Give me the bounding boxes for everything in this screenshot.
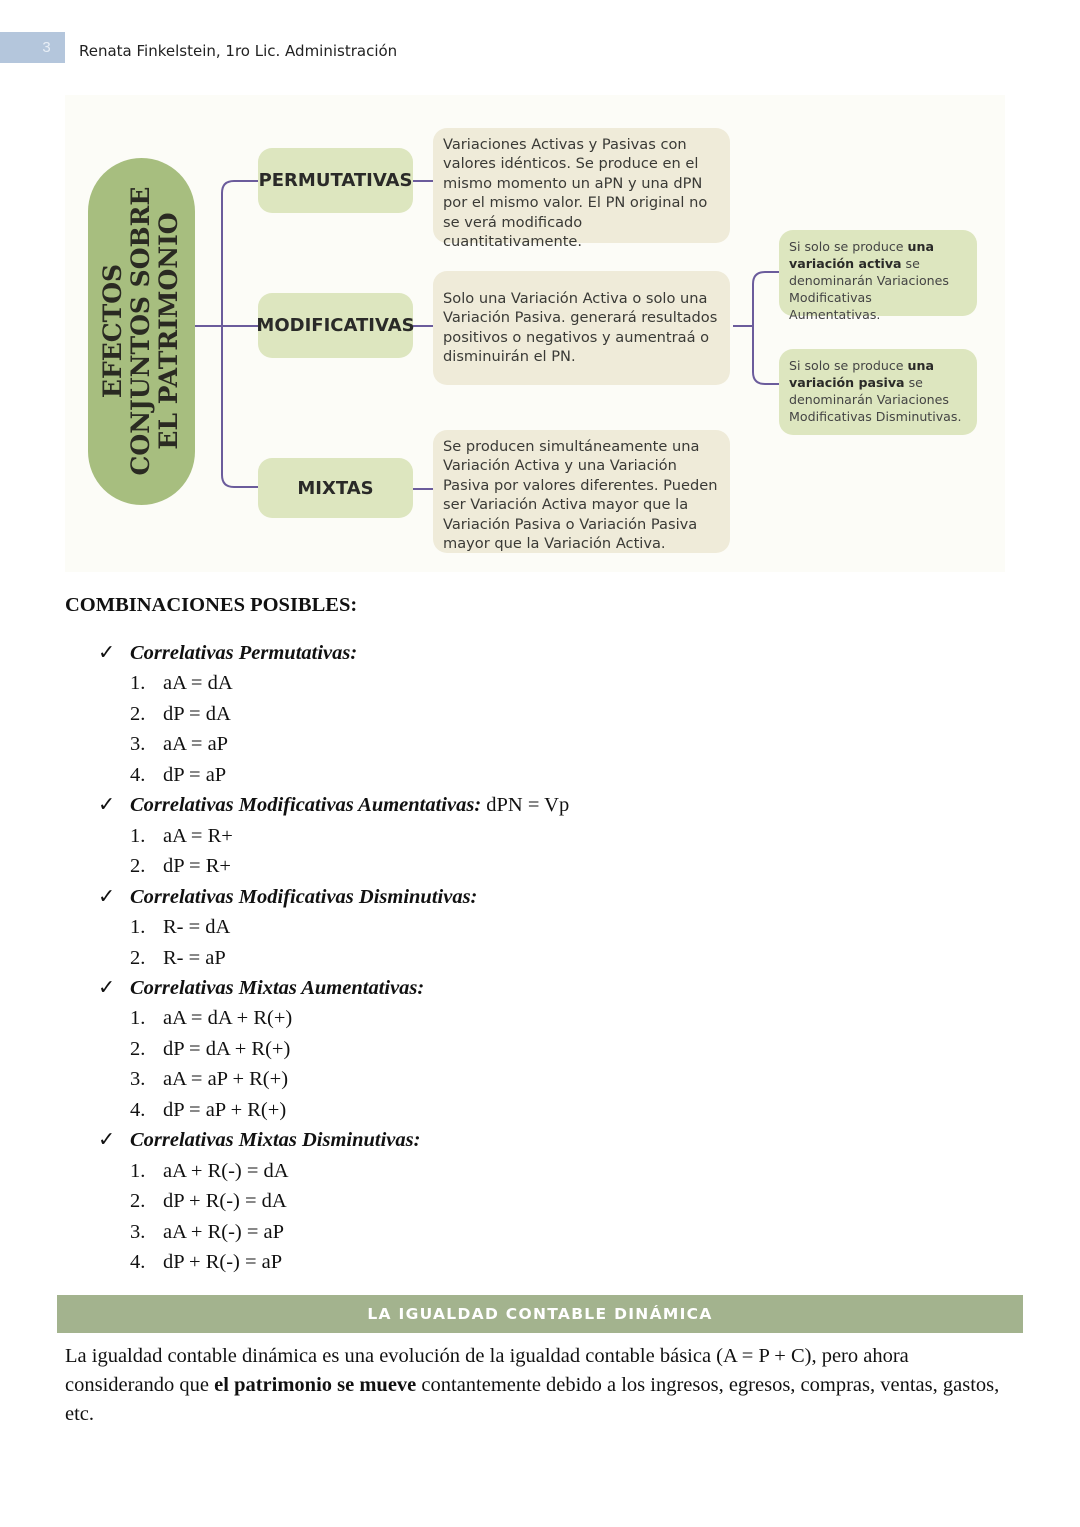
list-item-text: dP = R+ [163,855,231,878]
list-item-text: R- = aP [163,946,226,969]
group-title [0,790,1080,820]
list-item-number: 2. [130,1190,146,1213]
group-title [0,638,1080,668]
list-item [0,851,1080,881]
description-mixtas: Se producen simultáneamente una Variación Activa y una Variación Pasiva por valores diferentes. Pueden ser Variación Activa mayor que la Variación Pasiva o Variación Pasiva mayor que la Variación Activa. [433,430,730,553]
description-permutativas: Variaciones Activas y Pasivas con valores idénticos. Se produce en el mismo momento un aPN y una dPN por el mismo valor. El PN original no se verá modificado cuantitativamente. [433,128,730,243]
checkmark-icon: ✓ [98,885,116,908]
para-text: contantemente debido a los ingresos, egresos, compras, ventas, gastos, etc. [65,1374,1000,1425]
list-item [0,729,1080,759]
section-banner: LA IGUALDAD CONTABLE DINÁMICA [57,1295,1023,1333]
list-item-text: dP = dA + R(+) [163,1037,291,1060]
connector-sub-branch [753,272,779,384]
group-title-text: Correlativas Mixtas Disminutivas: [130,1129,421,1152]
list-item-text: R- = dA [163,916,231,939]
sub-box-aumentativas [779,230,977,322]
list-item-number: 2. [130,1037,146,1060]
group-title-text: Correlativas Modificativas Aumentativas: [130,794,482,817]
list-item-text: aA + R(-) = aP [163,1220,285,1243]
list-item [0,1064,1080,1094]
page-number-text: 3 [42,39,51,56]
list-item [0,821,1080,851]
list-item [0,1247,1080,1277]
list-item [0,1034,1080,1064]
para-bold: el patrimonio se mueve [214,1374,417,1396]
category-modificativas: MODIFICATIVAS [258,293,413,358]
list-item-text: aA = dA + R(+) [163,1007,293,1030]
category-mixtas: MIXTAS [258,458,413,518]
list-item-number: 2. [130,855,146,878]
sub-box-disminutivas [779,349,977,435]
list-item [0,1186,1080,1216]
checkmark-icon: ✓ [98,642,116,664]
group-title [0,882,1080,912]
group-title-text: Correlativas Mixtas Aumentativas: [130,976,425,999]
sub-text: se denominarán Variaciones Modificativas Disminutivas. [789,375,962,424]
list-item-text: aA = aP [163,733,229,756]
list-item-number: 4. [130,1251,146,1274]
connector-branch [222,181,258,487]
group-title-text: Correlativas Permutativas: [130,642,358,664]
list-item-text: aA + R(-) = dA [163,1159,289,1182]
combinations-list [0,638,1080,1278]
list-item-text: aA = aP + R(+) [163,1068,289,1091]
list-item [0,943,1080,973]
list-item-text: dP + R(-) = dA [163,1190,287,1213]
group-title-text: Correlativas Modificativas Disminutivas: [130,885,478,908]
list-item [0,699,1080,729]
list-item [0,668,1080,698]
list-item [0,1217,1080,1247]
header-author: Renata Finkelstein, 1ro Lic. Administración [79,42,398,60]
sub-text: se denominarán Variaciones Modificativas Aumentativas. [789,256,949,322]
sub-text: Si solo se produce [789,358,908,373]
sub-text-bold: una variación pasiva [789,358,934,390]
checkmark-icon: ✓ [98,1129,116,1152]
checkmark-icon: ✓ [98,976,116,999]
list-item [0,912,1080,942]
sub-text-bold: una variación activa [789,239,934,271]
sub-text: Si solo se produce [789,239,908,254]
group-title [0,973,1080,1003]
center-line: EFECTOS [98,263,127,399]
list-item-number: 4. [130,1098,146,1121]
list-item-number: 3. [130,1220,146,1243]
list-item-text: dP = dA [163,702,231,725]
list-item-number: 2. [130,946,146,969]
list-item-text: aA = dA [163,672,233,695]
category-permutativas: PERMUTATIVAS [258,148,413,213]
list-item [0,760,1080,790]
list-item-number: 1. [130,1007,146,1030]
center-line: EL PATRIMONIO [154,212,183,450]
list-item-text: dP + R(-) = aP [163,1251,283,1274]
list-item-text: dP = aP + R(+) [163,1098,287,1121]
group-title-suffix: dPN = Vp [481,794,570,817]
list-item-number: 2. [130,702,146,725]
list-item-text: aA = R+ [163,824,233,847]
list-item-number: 3. [130,1068,146,1091]
list-item-number: 1. [130,1159,146,1182]
list-item-number: 1. [130,672,146,695]
list-item-text: dP = aP [163,763,227,786]
center-node-title [99,171,183,491]
center-line: CONJUNTOS SOBRE [126,186,155,476]
para-text: La igualdad contable dinámica es una evolución de la igualdad contable básica (A = P + C), pero ahora considerando que [65,1345,909,1396]
list-item-number: 3. [130,733,146,756]
list-item-number: 1. [130,916,146,939]
description-modificativas: Solo una Variación Activa o solo una Variación Pasiva. generará resultados positivos o negativos y aumentraá o disminuirán el PN. [433,271,730,385]
list-item-number: 1. [130,824,146,847]
list-item [0,1003,1080,1033]
list-item [0,1095,1080,1125]
list-item-number: 4. [130,763,146,786]
group-title [0,1125,1080,1155]
section-paragraph [65,1342,1015,1429]
checkmark-icon: ✓ [98,794,116,817]
combinations-heading: COMBINACIONES POSIBLES: [65,594,358,616]
list-item [0,1156,1080,1186]
